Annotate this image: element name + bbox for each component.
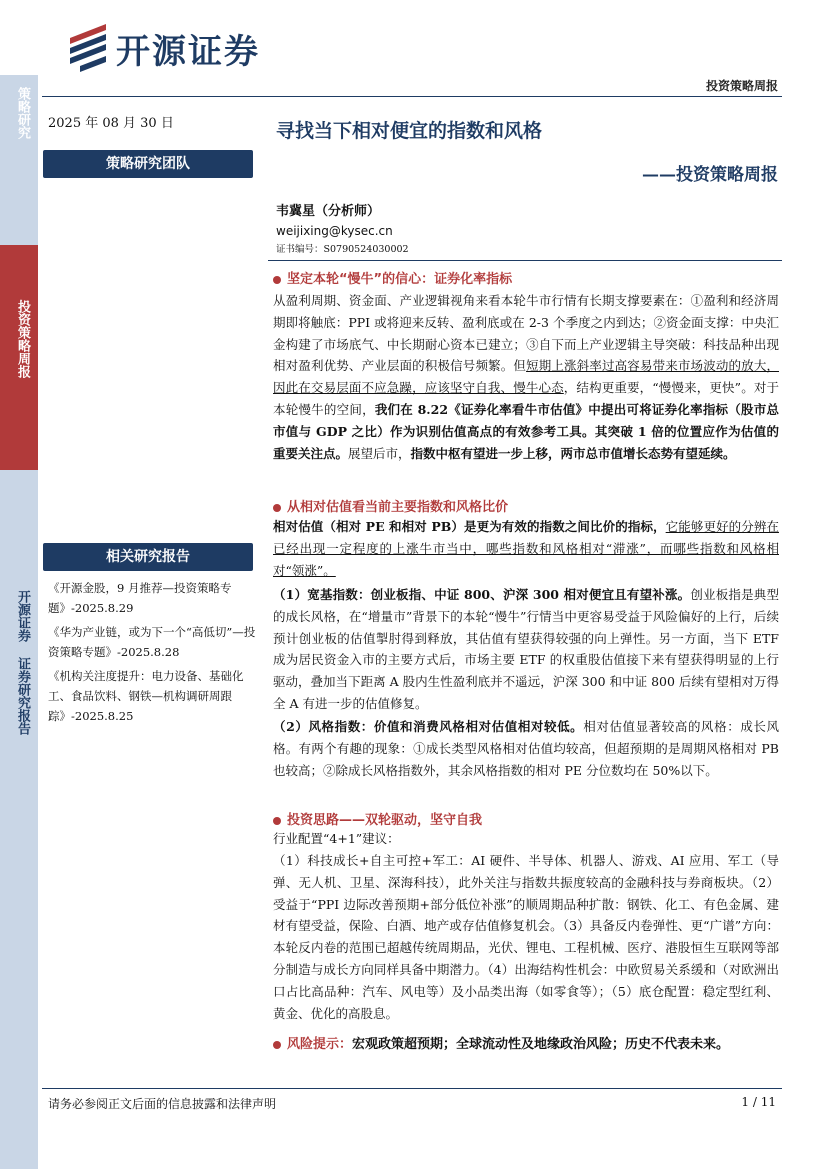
s1-text: 从盈利周期、资金面、产业逻辑视角来看本轮牛市行情有长期支撑要素在：①盈利和经济周期即将触底：PPI 或将迎来反转、盈利底或在 2-3 个季度之内到达；②资金面支撑：中央汇金构建了市场底气、中长期耐心资本已建立；③自下而上产业逻辑主导突破：科技品种出现相对盈利优势、产业层面的积极信号频繁。但 (273, 293, 779, 374)
s1-underlined: 短期上涨斜率过高容易带来市场波动的放大，因此在交易层面不应急躁，应该坚守自我、慢牛心态 (273, 358, 779, 396)
analyst-divider (268, 260, 782, 261)
header-divider (42, 96, 782, 97)
s2-p3-bold: （2）风格指数：价值和消费风格相对估值相对较低。 (273, 719, 584, 734)
related-report-item[interactable]: 《华为产业链，或为下一个“高低切”—投资策略专题》-2025.8.28 (48, 625, 256, 659)
side-tab-top-label: 策略研究 (15, 87, 30, 139)
side-tab-mid (0, 245, 38, 470)
footer-disclaimer: 请务必参阅正文后面的信息披露和法律声明 (48, 1097, 277, 1111)
section-heading-1 (273, 268, 512, 287)
risk-text: 宏观政策超预期；全球流动性及地缘政治风险；历史不代表未来。 (352, 1037, 730, 1052)
section-2-paragraph-2 (273, 584, 779, 715)
page-title: 寻找当下相对便宜的指数和风格 (276, 120, 543, 142)
side-tab-bottom-label: 开源证券 证券研究报告 (15, 590, 30, 735)
s2-p2-bold: （1）宽基指数：创业板指、中证 800、沪深 300 相对便宜且有望补涨。 (273, 587, 691, 602)
analyst-email[interactable]: weijixing@kysec.cn (276, 224, 393, 238)
s1-bold: 我们在 8.22《证券化率看牛市估值》中提出可将证券化率指标（股市总市值与 GDP 之比）作为识别估值高点的有效参考工具。其突破 1 倍的位置应作为估值的重要关注点。 (273, 401, 779, 461)
section-heading-3-text: 投资思路——双轮驱动，坚守自我 (287, 813, 483, 828)
analyst-cert: 证书编号：S0790524030002 (276, 244, 409, 255)
company-logo (66, 18, 326, 74)
analyst-name: 韦冀星（分析师） (276, 204, 381, 219)
section-heading-3 (273, 809, 482, 828)
related-reports-label: 相关研究报告 (43, 543, 253, 571)
section-1-paragraph (273, 290, 779, 464)
section-heading-2-text: 从相对估值看当前主要指数和风格比价 (287, 500, 509, 515)
s1-text-tail: ，结构更重要，“慢慢来，更快”。对于本轮慢牛的空间， (273, 380, 779, 417)
logo-mark-icon (66, 18, 114, 74)
side-tab-bottom (0, 470, 38, 1169)
risk-warning (273, 1033, 729, 1052)
s1-text-tail2: 展望后市， (348, 445, 411, 461)
s2-p3-text: 相对估值显著较高的风格：成长风格。有两个有趣的现象：①成长类型风格相对估值均较高，但超预期的是周期风格相对 PB 也较高；②除成长风格指数外，其余风格指数的相对 PE 分位数均在 50%以下。 (273, 719, 779, 778)
team-label: 策略研究团队 (43, 150, 253, 178)
section-heading-1-text: 坚定本轮“慢牛”的信心：证券化率指标 (287, 272, 513, 287)
section-3-intro: 行业配置“4+1”建议： (273, 831, 400, 846)
bullet-icon (273, 817, 281, 825)
logo-text: 开源证券 (116, 32, 260, 72)
side-tab-mid-label: 投资策略周报 (15, 300, 30, 378)
section-3-paragraph: （1）科技成长+自主可控+军工：AI 硬件、半导体、机器人、游戏、AI 应用、军工（导弹、无人机、卫星、深海科技），此外关注与指数共振度较高的金融科技与券商板块。（2）受益于“PPI 边际改善预期+部分低位补涨”的顺周期品种扩散：钢铁、化工、有色金属、建材有望受益，保险、白酒、地产或存估值修复机会。（3）具备反内卷弹性、更“广谱”方向：本轮反内卷的范围已超越传统周期品，光伏、锂电、工程机械、医疗、港股恒生互联网等部分制造与成长方向同样具备中期潜力。（4）出海结构性机会：中欧贸易关系缓和（对欧洲出口占比高品种：汽车、风电等）及小品类出海（如零食等）；（5）底仓配置：稳定型红利、黄金、优化的高股息。 (273, 853, 779, 1021)
bullet-icon (273, 504, 281, 512)
related-report-item[interactable]: 《开源金股，9 月推荐—投资策略专题》-2025.8.29 (48, 581, 232, 615)
side-tab-top (0, 75, 38, 245)
bullet-icon (273, 276, 281, 284)
s2-bold: 相对估值（相对 PE 和相对 PB）是更为有效的指数之间比价的指标， (273, 519, 666, 534)
s2-underlined: 它能够更好的分辨在已经出现一定程度的上涨牛市当中，哪些指数和风格相对“滞涨”，而哪些指数和风格相对“领涨”。 (273, 519, 779, 578)
s1-bold2: 指数中枢有望进一步上移，两市总市值增长态势有望延续。 (410, 445, 736, 461)
page-subtitle: ——投资策略周报 (642, 165, 778, 185)
related-report-item[interactable]: 《机构关注度提升：电力设备、基础化工、食品饮料、钢铁—机构调研周跟踪》-2025.8.25 (48, 669, 244, 723)
bullet-icon (273, 1041, 281, 1049)
section-heading-2 (273, 496, 508, 515)
report-date: 2025 年 08 月 30 日 (48, 116, 174, 131)
report-type: 投资策略周报 (705, 79, 778, 93)
section-2-paragraph-3 (273, 716, 779, 781)
risk-heading: 风险提示： (287, 1037, 353, 1052)
section-2-paragraph-1 (273, 516, 779, 581)
footer-divider (42, 1088, 782, 1089)
page-number: 1 / 11 (741, 1095, 776, 1109)
s2-p2-text: 创业板指是典型的成长风格，在“增量市”背景下的本轮“慢牛”行情当中更容易受益于风险偏好的上行，后续预计创业板的估值掣肘得到释放，其估值有望获得较强的向上弹性。另一方面，当下 ETF 成为居民资金入市的主要方式后，市场主要 ETF 的权重股估值接下来有望获得明显的上行驱动，叠加当下距离 A 股内生性盈利底并不遥远，沪深 300 和中证 800 后续有望相对万得全 A 有进一步的估值修复。 (273, 587, 779, 711)
